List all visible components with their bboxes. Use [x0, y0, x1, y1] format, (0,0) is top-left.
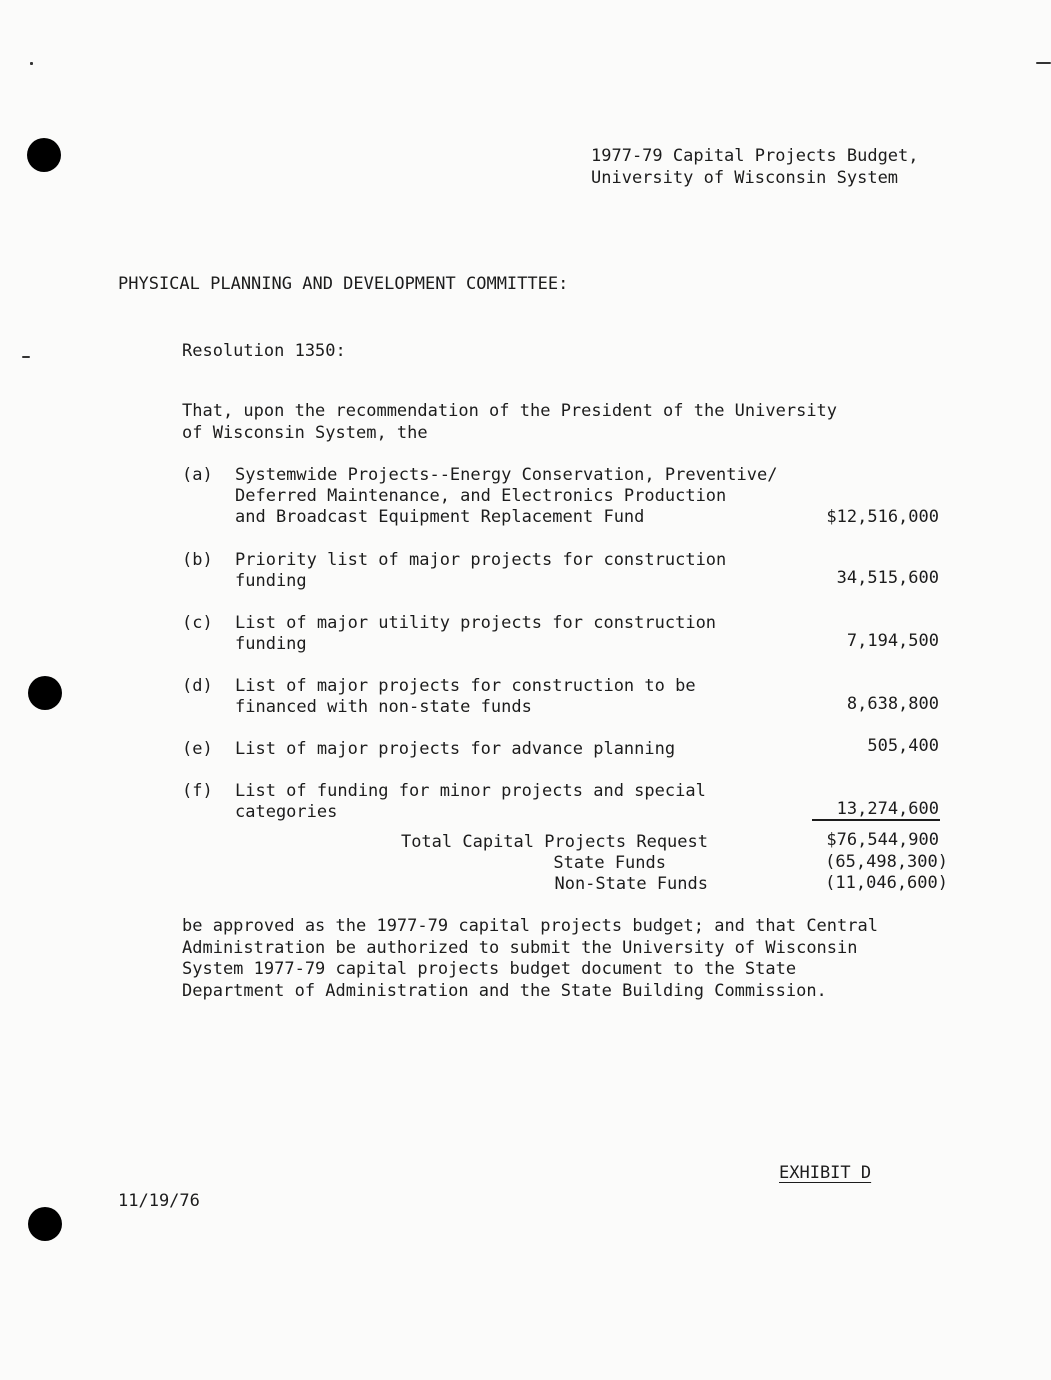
binder-hole-bottom: [28, 1207, 62, 1241]
item-amount: $12,516,000: [826, 507, 939, 527]
item-amount: 34,515,600: [836, 568, 939, 588]
item-text: List of funding for minor projects and special: [235, 781, 706, 801]
closing-line-2: Administration be authorized to submit the University of Wisconsin: [182, 938, 858, 958]
item-text: financed with non-state funds: [235, 697, 532, 717]
item-text: categories: [235, 802, 338, 822]
item-amount: 7,194,500: [846, 631, 939, 651]
item-amount: 13,274,600: [836, 799, 939, 819]
item-text: List of major projects for advance planning: [235, 739, 676, 759]
total-label: Total Capital Projects Request: [400, 832, 708, 852]
state-funds-label: State Funds: [553, 853, 666, 873]
sum-underline: [812, 819, 940, 821]
binder-hole-middle: [28, 676, 62, 710]
item-text: Deferred Maintenance, and Electronics Production: [235, 486, 727, 506]
nonstate-funds-label: Non-State Funds: [554, 874, 708, 894]
exhibit-label: EXHIBIT D: [779, 1163, 872, 1183]
total-amount: $76,544,900: [826, 830, 939, 850]
scan-speck: [30, 62, 33, 65]
item-letter: (b): [182, 550, 213, 570]
state-funds-amount: (65,498,300): [825, 852, 948, 872]
item-text: Priority list of major projects for construction: [235, 550, 727, 570]
item-text: funding: [235, 571, 307, 591]
item-letter: (f): [182, 781, 213, 801]
item-text: and Broadcast Equipment Replacement Fund: [235, 507, 645, 527]
item-amount: 8,638,800: [846, 694, 939, 714]
closing-line-4: Department of Administration and the State Building Commission.: [182, 981, 827, 1001]
resolution-number: Resolution 1350:: [182, 341, 346, 361]
item-text: List of major projects for construction to be: [235, 676, 696, 696]
item-letter: (a): [182, 465, 213, 485]
document-header-line-2: University of Wisconsin System: [591, 168, 899, 188]
committee-heading: PHYSICAL PLANNING AND DEVELOPMENT COMMITTEE:: [118, 274, 569, 294]
item-letter: (c): [182, 613, 213, 633]
item-letter: (d): [182, 676, 213, 696]
item-text: funding: [235, 634, 307, 654]
document-header-line-1: 1977-79 Capital Projects Budget,: [591, 146, 919, 166]
item-text: Systemwide Projects--Energy Conservation, Preventive/: [235, 465, 778, 485]
scan-speck: [1036, 62, 1051, 64]
intro-line-1: That, upon the recommendation of the President of the University: [182, 401, 838, 421]
closing-line-1: be approved as the 1977-79 capital projects budget; and that Central: [182, 916, 878, 936]
intro-line-2: of Wisconsin System, the: [182, 423, 428, 443]
item-amount: 505,400: [867, 736, 939, 756]
item-text: List of major utility projects for construction: [235, 613, 717, 633]
nonstate-funds-amount: (11,046,600): [825, 873, 948, 893]
document-date: 11/19/76: [118, 1191, 200, 1211]
binder-hole-top: [27, 138, 61, 172]
item-letter: (e): [182, 739, 213, 759]
closing-line-3: System 1977-79 capital projects budget document to the State: [182, 959, 797, 979]
scan-speck: [22, 356, 30, 358]
